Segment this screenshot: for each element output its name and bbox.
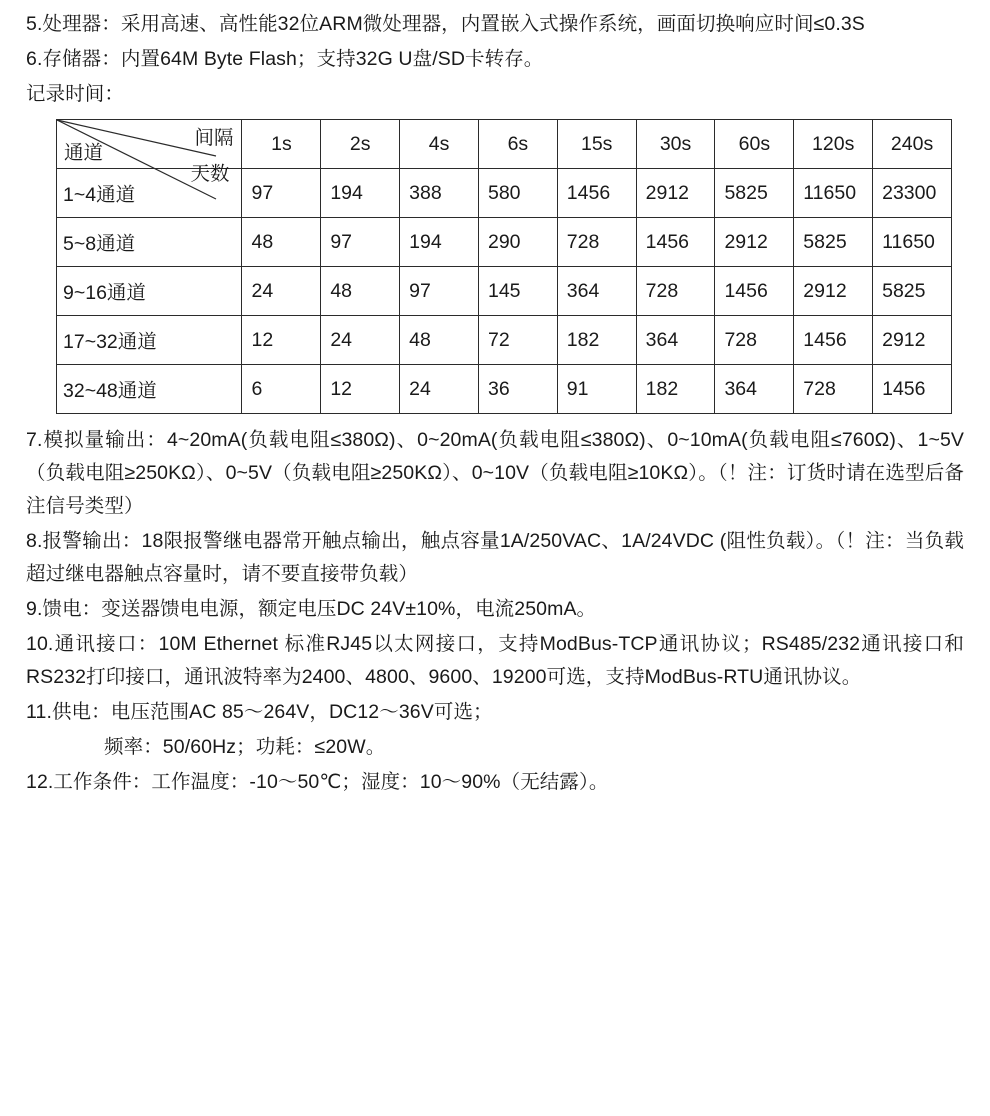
table-cell: 1456 [873, 365, 952, 414]
column-header: 4s [400, 120, 479, 169]
table-cell: 24 [321, 316, 400, 365]
table-cell: 12 [321, 365, 400, 414]
table-cell: 1456 [794, 316, 873, 365]
table-corner-cell [57, 120, 242, 185]
spec-paragraph-feed-power: 9.馈电：变送器馈电电源，额定电压DC 24V±10%，电流250mA。 [26, 598, 597, 620]
table-cell: 1456 [715, 267, 794, 316]
spec-paragraph-analog-output: 7.模拟量输出：4~20mA(负载电阻≤380Ω)、0~20mA(负载电阻≤380Ω)、0~10mA(负载电阻≤760Ω)、1~5V（负载电阻≥250KΩ）、0~5V（负载电阻≥250KΩ）、0~10V（负载电阻≥10KΩ）。（！注：订货时请在选型后备注信号类型） [26, 429, 964, 517]
table-cell: 24 [400, 365, 479, 414]
spec-paragraph-communication: 10.通讯接口：10M Ethernet 标准RJ45以太网接口，支持ModBus-TCP通讯协议；RS485/232通讯接口和RS232打印接口，通讯波特率为2400、4800、9600、19200可选，支持ModBus-RTU通讯协议。 [26, 633, 964, 688]
row-header: 1~4通道 [57, 169, 242, 218]
table-cell: 91 [557, 365, 636, 414]
column-header: 2s [321, 120, 400, 169]
table-cell: 364 [636, 316, 715, 365]
column-header: 60s [715, 120, 794, 169]
table-cell: 5825 [715, 169, 794, 218]
table-cell: 6 [242, 365, 321, 414]
table-cell: 48 [321, 267, 400, 316]
table-cell: 2912 [636, 169, 715, 218]
table-cell: 728 [557, 218, 636, 267]
column-header: 30s [636, 120, 715, 169]
table-cell: 97 [321, 218, 400, 267]
table-cell: 2912 [715, 218, 794, 267]
table-cell: 23300 [873, 169, 952, 218]
table-cell: 36 [478, 365, 557, 414]
record-time-table-wrapper [56, 119, 952, 414]
table-cell: 48 [400, 316, 479, 365]
table-cell: 2912 [794, 267, 873, 316]
power-supply-line1: 11.供电：电压范围AC 85～264V，DC12～36V可选； [26, 701, 493, 723]
table-cell: 11650 [794, 169, 873, 218]
table-cell: 194 [400, 218, 479, 267]
table-cell: 97 [242, 169, 321, 218]
table-row [57, 218, 952, 267]
table-cell: 11650 [873, 218, 952, 267]
record-time-heading: 记录时间： [26, 83, 125, 105]
table-row [57, 267, 952, 316]
table-cell: 12 [242, 316, 321, 365]
spec-paragraph-power-frequency [26, 731, 964, 764]
power-supply-line2: 频率：50/60Hz；功耗：≤20W。 [104, 736, 386, 758]
table-cell: 364 [715, 365, 794, 414]
column-header: 120s [794, 120, 873, 169]
table-header-row [57, 120, 952, 169]
column-header: 15s [557, 120, 636, 169]
table-cell: 72 [478, 316, 557, 365]
table-cell: 97 [400, 267, 479, 316]
corner-label-days: 天数 [190, 163, 230, 185]
row-header: 9~16通道 [57, 267, 242, 316]
row-header: 32~48通道 [57, 365, 242, 414]
table-cell: 48 [242, 218, 321, 267]
table-cell: 5825 [873, 267, 952, 316]
column-header: 240s [873, 120, 952, 169]
row-header: 17~32通道 [57, 316, 242, 365]
corner-label-interval: 间隔 [194, 127, 234, 149]
row-header: 5~8通道 [57, 218, 242, 267]
table-cell: 1456 [636, 218, 715, 267]
table-cell: 388 [400, 169, 479, 218]
table-cell: 580 [478, 169, 557, 218]
table-cell: 290 [478, 218, 557, 267]
spec-paragraph-working-conditions: 12.工作条件：工作温度：-10～50℃；湿度：10～90%（无结露）。 [26, 771, 609, 793]
column-header: 6s [478, 120, 557, 169]
table-cell: 182 [557, 316, 636, 365]
table-cell: 24 [242, 267, 321, 316]
table-row [57, 316, 952, 365]
spec-paragraph-alarm-output: 8.报警输出：18限报警继电器常开触点输出，触点容量1A/250VAC、1A/24VDC (阻性负载）。（！注：当负载超过继电器触点容量时，请不要直接带负载） [26, 530, 964, 585]
table-cell: 194 [321, 169, 400, 218]
table-cell: 364 [557, 267, 636, 316]
table-cell: 728 [636, 267, 715, 316]
table-cell: 5825 [794, 218, 873, 267]
column-header: 1s [242, 120, 321, 169]
spec-paragraph-power-supply [26, 696, 964, 729]
record-time-table [56, 119, 952, 414]
table-row [57, 365, 952, 414]
table-cell: 2912 [873, 316, 952, 365]
corner-label-channel: 通道 [64, 142, 104, 164]
table-cell: 182 [636, 365, 715, 414]
spec-paragraph-processor: 5.处理器：采用高速、高性能32位ARM微处理器，内置嵌入式操作系统，画面切换响应时间≤0.3S [26, 13, 865, 35]
table-cell: 145 [478, 267, 557, 316]
spec-paragraph-memory: 6.存储器：内置64M Byte Flash；支持32G U盘/SD卡转存。 [26, 48, 544, 70]
table-cell: 728 [715, 316, 794, 365]
table-cell: 1456 [557, 169, 636, 218]
table-cell: 728 [794, 365, 873, 414]
